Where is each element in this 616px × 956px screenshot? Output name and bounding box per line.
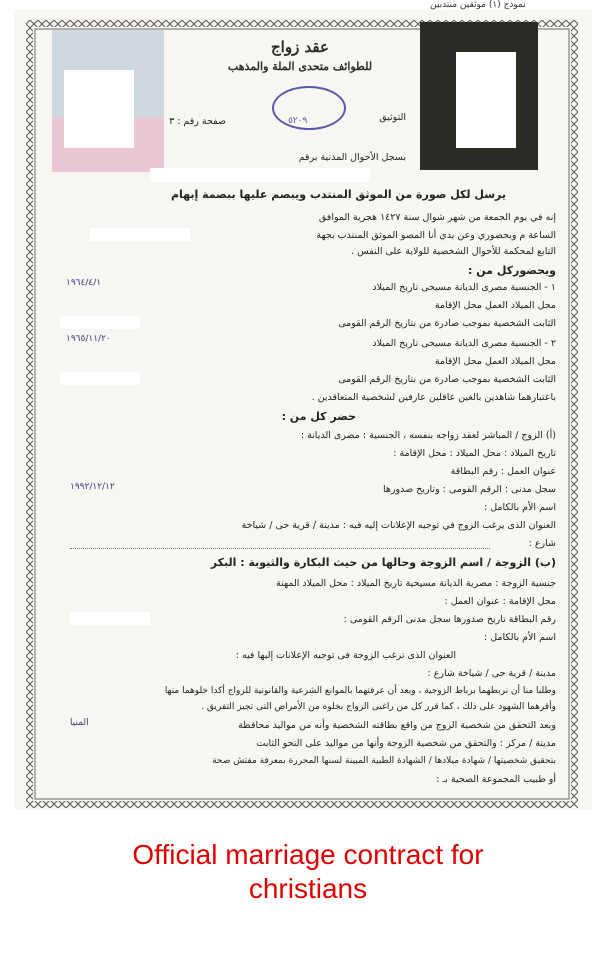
handwritten-value: ١٩٦٥/١١/٢٠ (66, 334, 111, 344)
text-line: وأقرهما الشهود على ذلك ، كما قرر كل من راغبى الزواج بخلوه من الأمراض التى تجيز التفريق . (201, 702, 556, 712)
text-line: العنوان الذى يرغب الزوج في توجيه الإعلانات إليه فيه : مدينة / قرية حى / شياخة (241, 520, 556, 531)
section-heading: ويحضوركل من : (468, 264, 556, 277)
text-line: يرسل لكل صورة من الموثق المنتدب ويبصم عليها ببصمة إبهام (170, 188, 506, 201)
text-line: إنه في يوم الجمعة من شهر شوال سنة ١٤٢٧ هجرية الموافق (318, 212, 556, 223)
text-line: عنوان العمل : رقم البطاقة (450, 466, 556, 477)
document-title: عقد زواج (271, 38, 329, 56)
text-line: اسم الأم بالكامل : (484, 632, 556, 643)
text-line: الثابت الشخصية بموجب صادرة من بتاريخ الرقم القومى (338, 318, 556, 329)
text-line: محل الميلاد العمل محل الإقامة (434, 356, 556, 367)
text-line: اسم الأم بالكامل : (484, 502, 556, 513)
handwritten-value: ١٩٦٤/٤/١ (66, 278, 102, 288)
redaction-box (456, 52, 516, 148)
text-line: شارع : (528, 538, 556, 549)
text-line: الثابت الشخصية بموجب صادرة من بتاريخ الرقم القومى (338, 374, 556, 385)
text-line: التابع لمحكمة للأحوال الشخصية للولاية على النفس . (351, 246, 556, 257)
text-line: مدينة / قرية حى / شياخة شارع : (427, 668, 556, 679)
caption-line: christians (248, 873, 368, 904)
text-line: ١ - الجنسية مصرى الديانة مسيحى تاريخ الميلاد (372, 282, 556, 293)
text-line: التوثيق (379, 112, 406, 123)
text-line: بسجل الأحوال المدنية برقم (298, 152, 406, 163)
section-heading: حضر كل من : (281, 410, 356, 423)
text-line: ٢ - الجنسية مصرى الديانة مسيحى تاريخ الميلاد (372, 338, 556, 349)
text-line: بتحقيق شخصيتها / شهادة ميلادها / الشهادة الطبية المبينة لسنها المحررة بمعرفة مفتش صحة (212, 756, 556, 766)
text-line: (أ) الزوج / المباشر لعقد زواجه بنفسه ، الجنسية : مصرى الديانة : (300, 430, 556, 441)
text-line: سجل مدنى : الرقم القومى : وتاريخ صدورها (383, 484, 556, 495)
redaction-box (64, 70, 134, 148)
official-seal (272, 86, 346, 130)
handwritten-value: المنيا (70, 718, 89, 728)
section-heading: (ب) الزوجة / اسم الزوجة وحالها من حيث البكارة والثيوبة : البكر (210, 556, 556, 569)
text-line: رقم البطاقة تاريخ صدورها سجل مدنى الرقم القومى : (343, 614, 556, 625)
document-subtitle: للطوائف متحدى الملة والمذهب (227, 60, 373, 73)
groom-photo (420, 22, 538, 170)
text-line: محل الميلاد العمل محل الإقامة (434, 300, 556, 311)
form-number: نموذج (١) موثقين منتدبين (430, 0, 526, 10)
text-line: باعتبارهما شاهدين بالغين عاقلين عارفين لشخصية المتعاقدين . (311, 392, 556, 403)
caption (0, 838, 616, 906)
text-line: جنسية الزوجة : مصرية الديانة مسيحية تاريخ الميلاد : محل الميلاد المهنة (275, 578, 556, 589)
text-line: الساعة م وبحضوري وعن يدي أنا المصو الموثق المنتدب بجهة (316, 230, 556, 241)
text-line: العنوان الذى ترغب الزوجة فى توجيه الإعلانات إليها فيه : (235, 650, 456, 661)
text-line: أو طبيب المجموعة الصحية بـ : (436, 774, 556, 785)
text-line: تاريخ الميلاد : محل الميلاد : محل الإقامة : (393, 448, 556, 459)
redaction-box (60, 316, 140, 329)
redaction-box (150, 168, 370, 182)
text-line: وبعد التحقق من شخصية الزوج من واقع بطاقته الشخصية وأنه من مواليد محافظة (238, 720, 556, 731)
text-line: وطلبا منا أن نربطهما برباط الزوجية ، وبعد أن عرفتهما بالموانع الشرعية والقانونية للزواج أكدا خلوهما منها (164, 686, 556, 696)
redaction-box (60, 372, 140, 385)
text-line: محل الإقامة : عنوان العمل : (444, 596, 556, 607)
seal-number: ٥٢٠٩ (288, 116, 308, 126)
redaction-box (90, 228, 190, 241)
text-line: مدينة / مركز : والتحقق من شخصية الزوجة وأنها من مواليد على النحو الثابت (256, 738, 556, 749)
fill-line (70, 548, 490, 549)
bride-photo (52, 30, 164, 172)
page-label: صفحة رقم : ٣ (169, 116, 226, 127)
handwritten-value: ١٩٩٢/١٢/١٢ (70, 482, 115, 492)
caption-line: Official marriage contract for (132, 839, 484, 870)
redaction-box (70, 612, 150, 625)
